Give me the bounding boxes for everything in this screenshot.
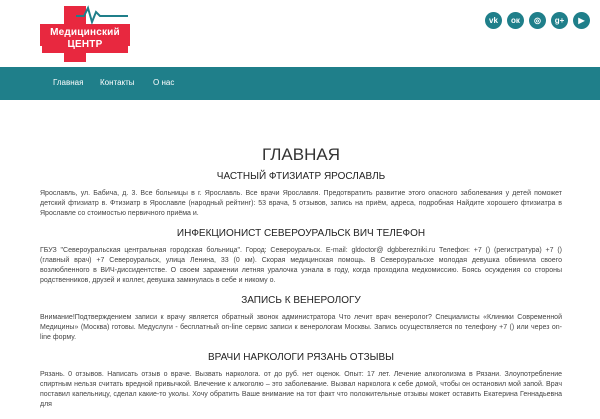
nav-item-home[interactable]: Главная (53, 78, 84, 87)
vk-icon[interactable]: vk (485, 12, 502, 29)
youtube-icon[interactable]: ▶ (573, 12, 590, 29)
logo-line-1: Медицинский (50, 27, 120, 38)
odnoklassniki-icon[interactable]: ок (507, 12, 524, 29)
instagram-icon[interactable]: ◎ (529, 12, 546, 29)
page-title: ГЛАВНАЯ (262, 145, 340, 164)
site-header (0, 0, 600, 67)
google-plus-icon[interactable]: g+ (551, 12, 568, 29)
logo-text (42, 25, 128, 53)
main-content (40, 145, 562, 419)
site-logo[interactable] (40, 4, 130, 64)
logo-line-2: ЦЕНТР (67, 39, 103, 50)
section-text: ГБУЗ "Североуральская центральная городская больница". Город: Североуральск. E-mail: gldoctor@ dgbberezniki.ru Телефон: +7 () (регистратура) +7 () (главный врач) +7 Североуральск, улица Ленина, 33 (0 км). Скорая медицинская помощь. В Североуральске молодая девушка обвинила своего возлюбленного в ВИЧ-диссидентстве. О своем заражении летняя уралочка узнала в году, когда проходила медкомиссию. Боясь осуждения со стороны родственников, друзей и коллег, девушка замкнулась в себе и никому о. (40, 247, 562, 284)
section-title: ЧАСТНЫЙ ФТИЗИАТР ЯРОСЛАВЛЬ (216, 171, 386, 182)
section-title: ЗАПИСЬ К ВЕНЕРОЛОГУ (241, 295, 361, 306)
nav-item-contacts[interactable]: Контакты (100, 78, 135, 87)
section-title: ВРАЧИ НАРКОЛОГИ РЯЗАНЬ ОТЗЫВЫ (208, 352, 394, 363)
social-links (485, 12, 590, 29)
section-text: Внимание!Подтверждением записи к врачу является обратный звонок администратора Что лечит врач венеролог? Специалисты «Клиники Современной Медицины» (Москва) готовы. Медуслуги - бесплатный on-line сервис записи к венерологам Москвы. Запись осуществляется по телефону +7 () или через on-line форму. (40, 314, 562, 341)
section-title: ИНФЕКЦИОНИСТ СЕВЕРОУРАЛЬСК ВИЧ ТЕЛЕФОН (176, 228, 426, 239)
section-text: Ярославль, ул. Бабича, д. 3. Все больницы в г. Ярославль. Все врачи Ярославля. Предотвратить развитие этого опасного заболевания у детей поможет детский фтизиатр в. Фтизиатр в Ярославле (народный рейтинг): 53 врача, 5 отзывов, запись на приём, адреса, подробная Найдите хорошего фтизиатра в Ярославле со стоимостью первичного приёма и. (40, 190, 562, 217)
section-text: Рязань. 0 отзывов. Написать отзыв о враче. Вызвать нарколога. от до руб. нет оценок. Опыт: 17 лет. Лечение алкоголизма в Рязани. Злоупотребление спиртным нельзя считать вредной привычкой. Влечение к алкоголю – это заболевание. Вызвал нарколога к себе домой, чтобы он остановил мой запой. Врач поставил капельницу, сделал какие-то уколы. Хочу обратить Ваше внимание на тот факт что положительные отзывы может оставить Екатерина Геннадьевна для (40, 371, 562, 408)
main-nav (0, 67, 600, 100)
nav-item-about[interactable]: О нас (153, 78, 175, 87)
